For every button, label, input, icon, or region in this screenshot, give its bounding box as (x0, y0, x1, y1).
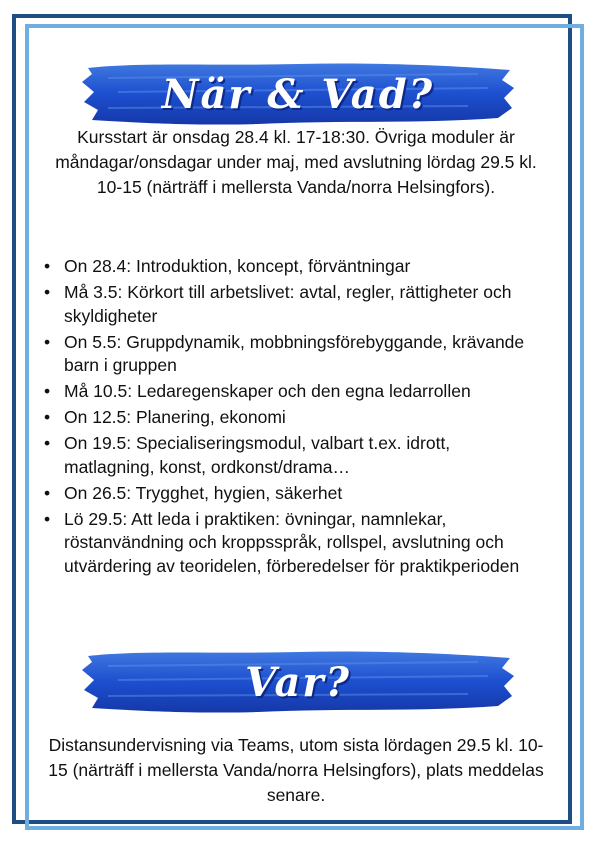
list-item (44, 255, 534, 279)
list-item (44, 331, 534, 378)
bullet-icon: • (44, 381, 51, 401)
schedule-item-text: On 5.5: Gruppdynamik, mobbningsförebyggande, krävande barn i gruppen (64, 331, 525, 375)
where-title: Var? (245, 658, 351, 706)
bullet-icon: • (44, 282, 51, 302)
list-item (44, 432, 534, 479)
schedule-item-text: Lö 29.5: Att leda i praktiken: övningar, namnlekar, röstanvändning och kroppsspråk, rollspel, avslutning och utvärdering av teoridelen, förberedelser för praktikperioden (64, 508, 520, 576)
schedule-item-text: On 28.4: Introduktion, koncept, förväntningar (64, 256, 411, 276)
list-item (44, 380, 534, 404)
schedule-item-text: Må 3.5: Körkort till arbetslivet: avtal, regler, rättigheter och skyldigheter (64, 282, 512, 326)
bullet-icon: • (44, 508, 51, 529)
schedule-list (44, 255, 534, 581)
bullet-icon: • (44, 433, 51, 453)
list-item (44, 281, 534, 328)
course-intro-text: Kursstart är onsdag 28.4 kl. 17-18:30. Övriga moduler är måndagar/onsdagar under maj, med avslutning lördag 29.5 kl. 10-15 (närträff i mellersta Vanda/norra Helsingfors). (55, 127, 537, 197)
schedule-item-text: On 19.5: Specialiseringsmodul, valbart t.ex. idrott, matlagning, konst, ordkonst/drama… (64, 433, 451, 477)
schedule-item-text: On 26.5: Trygghet, hygien, säkerhet (64, 482, 343, 503)
list-item (44, 482, 534, 506)
schedule-item-text: Må 10.5: Ledaregenskaper och den egna ledarrollen (64, 381, 471, 401)
bullet-icon: • (44, 482, 51, 503)
when-what-banner (78, 58, 518, 130)
list-item (44, 508, 534, 579)
bullet-icon: • (44, 407, 51, 427)
when-what-title: När & Vad? (161, 70, 435, 118)
list-item (44, 406, 534, 430)
schedule-item-text: On 12.5: Planering, ekonomi (64, 407, 286, 427)
location-text: Distansundervisning via Teams, utom sista lördagen 29.5 kl. 10-15 (närträff i mellersta Vanda/norra Helsingfors), plats meddelas senare. (48, 735, 544, 805)
bullet-icon: • (44, 331, 51, 352)
where-banner (78, 646, 518, 718)
bullet-icon: • (44, 256, 51, 276)
